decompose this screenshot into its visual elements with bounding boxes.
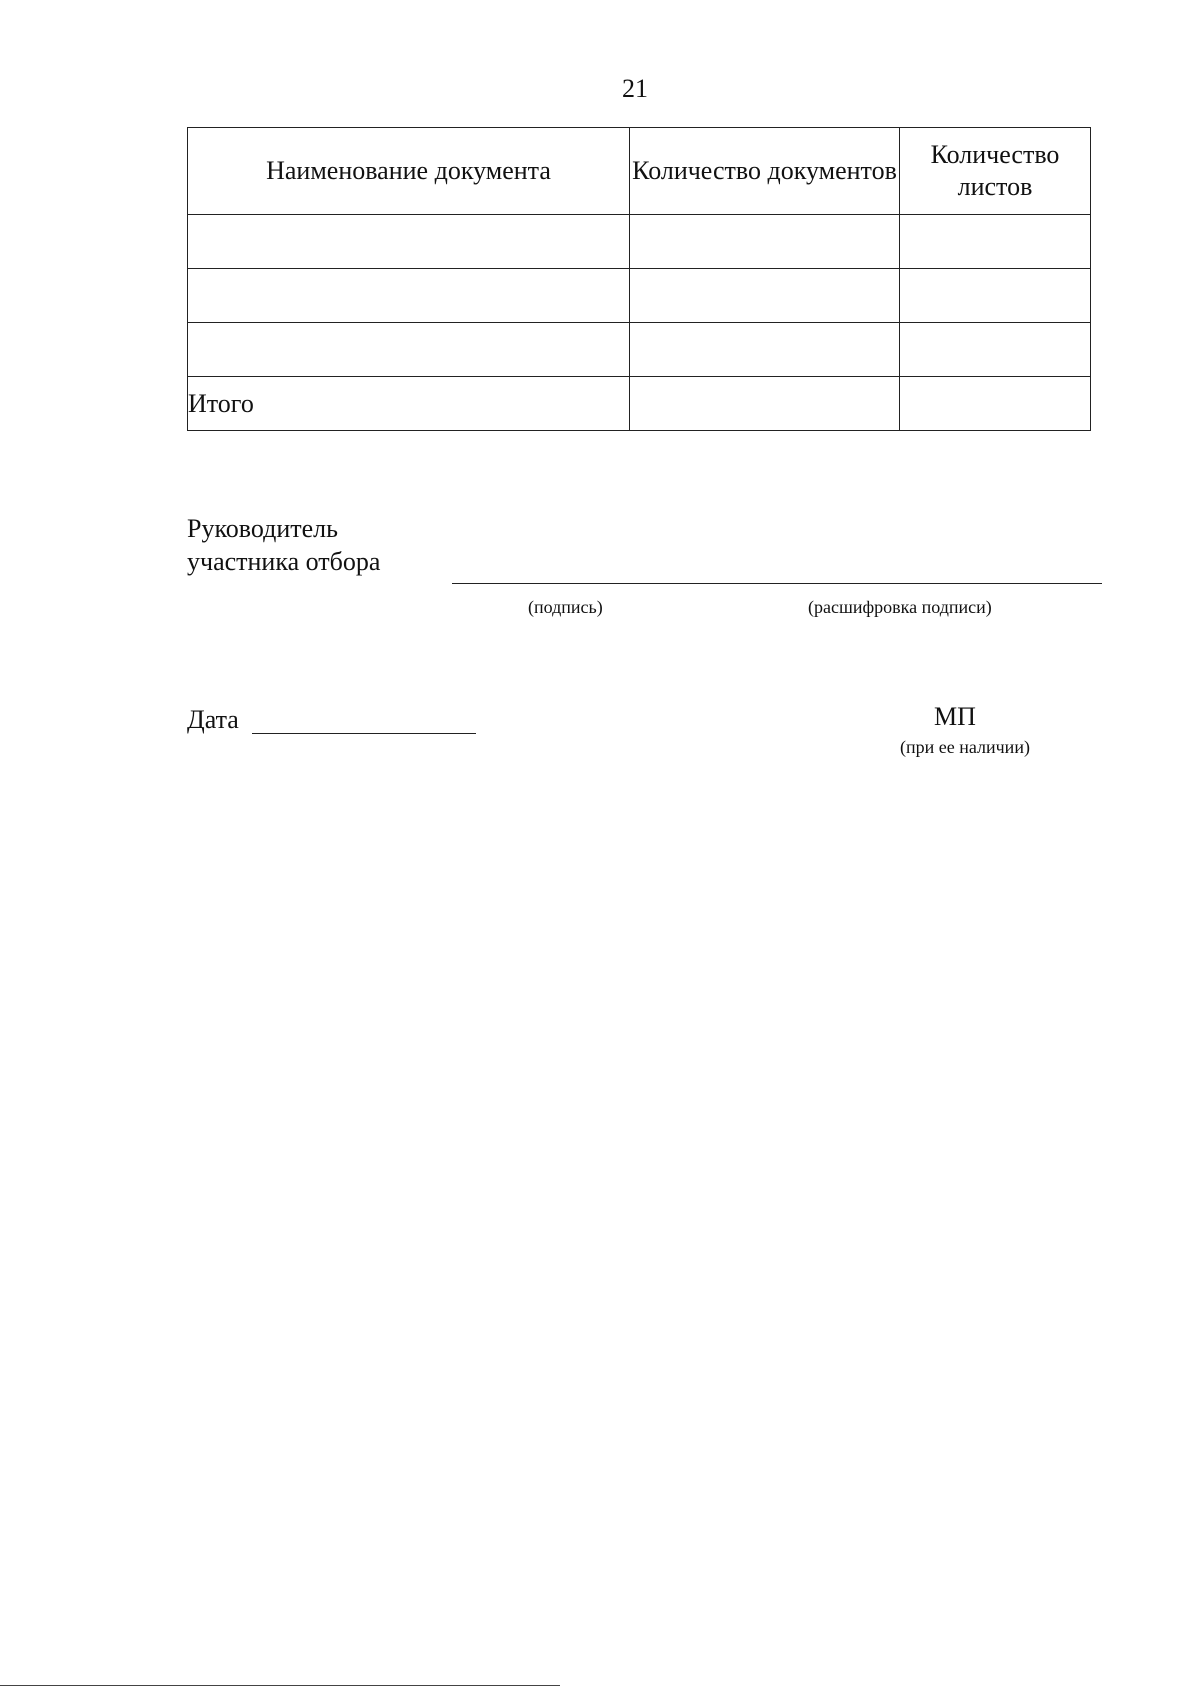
cell-document-count <box>630 269 900 323</box>
bottom-rule <box>0 1685 560 1686</box>
total-document-count <box>630 377 900 431</box>
cell-document-count <box>630 323 900 377</box>
table-header-row <box>188 128 1091 215</box>
cell-document-count <box>630 215 900 269</box>
header-document-count: Количество документов <box>630 128 900 215</box>
cell-document-name <box>188 269 630 323</box>
cell-document-name <box>188 215 630 269</box>
page-number: 21 <box>622 74 648 103</box>
header-document-name: Наименование документа <box>188 128 630 215</box>
date-line <box>252 733 476 734</box>
table-total-row <box>188 377 1091 431</box>
documents-table <box>187 127 1091 431</box>
table-row <box>188 215 1091 269</box>
signature-line <box>452 583 1102 584</box>
date-label: Дата <box>187 705 239 734</box>
cell-sheet-count <box>900 323 1091 377</box>
total-label: Итого <box>188 377 630 431</box>
stamp-label: МП <box>934 702 976 731</box>
table-row <box>188 323 1091 377</box>
table-row <box>188 269 1091 323</box>
signature-decode-caption: (расшифровка подписи) <box>808 597 992 617</box>
signatory-title-line2: участника отбора <box>187 547 381 576</box>
total-sheet-count <box>900 377 1091 431</box>
stamp-caption: (при ее наличии) <box>900 737 1030 757</box>
cell-sheet-count <box>900 215 1091 269</box>
signatory-title <box>187 512 380 578</box>
header-sheet-count: Количество листов <box>900 128 1091 215</box>
signature-caption: (подпись) <box>528 597 603 617</box>
cell-sheet-count <box>900 269 1091 323</box>
cell-document-name <box>188 323 630 377</box>
signatory-title-line1: Руководитель <box>187 514 338 543</box>
